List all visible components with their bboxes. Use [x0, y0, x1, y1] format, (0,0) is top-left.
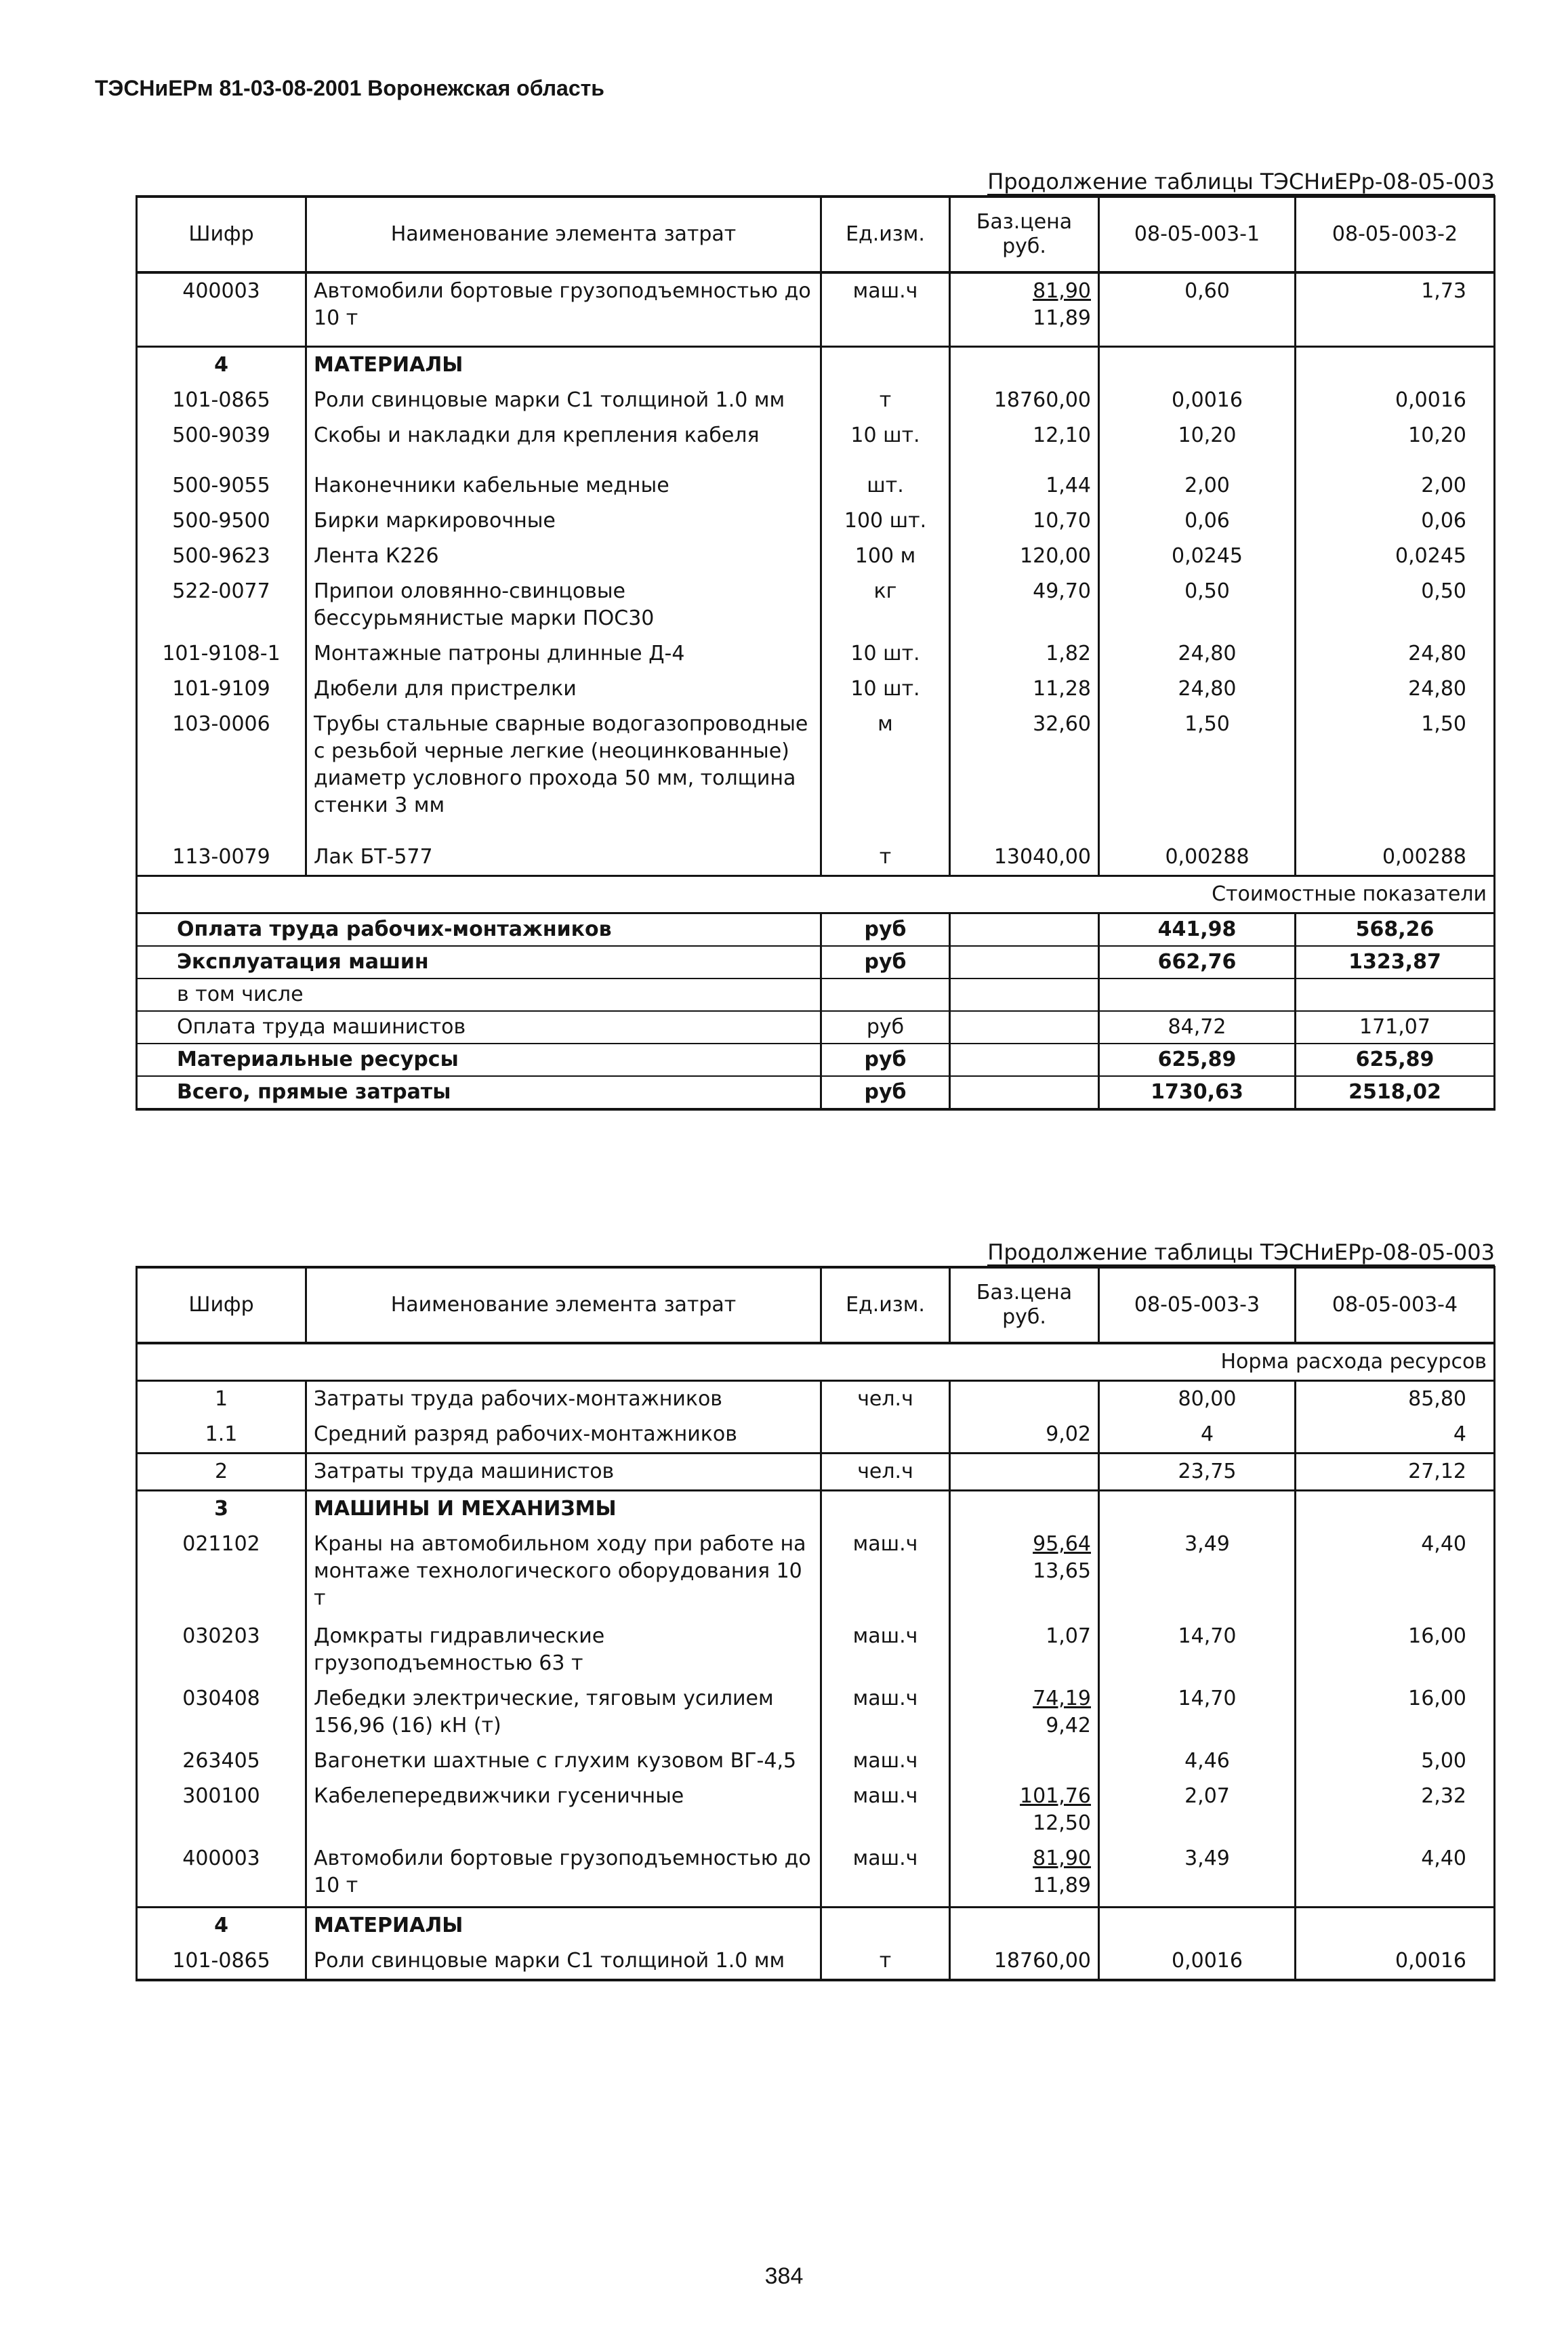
table-row [137, 383, 1495, 418]
row-code: 103-0006 [137, 707, 306, 840]
row-norm-a: 24,80 [1099, 636, 1296, 672]
row-code: 400003 [137, 272, 306, 347]
row-norm-b: 24,80 [1296, 672, 1495, 707]
base-price-value: 81,90 [1033, 279, 1091, 303]
base-price-value: 81,90 [1033, 1847, 1091, 1870]
base-price-value: 12,10 [1033, 424, 1091, 447]
row-name: Затраты труда рабочих-монтажников [306, 1381, 821, 1418]
row-norm-a [1099, 1491, 1296, 1527]
row-code: 1.1 [137, 1417, 306, 1454]
col-header-base-price: Баз.цена руб. [950, 197, 1099, 272]
row-name: Вагонетки шахтные с глухим кузовом ВГ-4,5 [306, 1744, 821, 1779]
table-row [137, 539, 1495, 574]
row-norm-a: 14,70 [1099, 1681, 1296, 1744]
row-code: 4 [137, 347, 306, 384]
row-norm-a: 2,00 [1099, 468, 1296, 503]
col-header-norm-a: 08-05-003-1 [1099, 197, 1296, 272]
row-unit: маш.ч [821, 1681, 950, 1744]
table-row [137, 1943, 1495, 1980]
summary-value-a [1099, 979, 1296, 1011]
table-row [137, 1744, 1495, 1779]
table-row [137, 574, 1495, 636]
row-name: МАТЕРИАЛЫ [306, 1908, 821, 1944]
base-price-value: 74,19 [1033, 1687, 1091, 1710]
row-code: 101-9108-1 [137, 636, 306, 672]
row-norm-b: 4,40 [1296, 1527, 1495, 1619]
summary-value-b: 2518,02 [1296, 1076, 1495, 1109]
summary-value-a: 662,76 [1099, 946, 1296, 979]
summary-unit: руб [821, 946, 950, 979]
summary-unit [821, 979, 950, 1011]
row-unit: маш.ч [821, 1744, 950, 1779]
summary-name: Материальные ресурсы [137, 1044, 821, 1076]
summary-empty [950, 1044, 1099, 1076]
section-row [137, 347, 1495, 384]
row-code: 101-9109 [137, 672, 306, 707]
summary-row [137, 1076, 1495, 1109]
row-norm-a: 4 [1099, 1417, 1296, 1454]
row-code: 500-9623 [137, 539, 306, 574]
row-name: Трубы стальные сварные водогазопроводные с резьбой черные легкие (неоцинкованные) диаметр условного прохода 50 мм, толщина стенки 3 мм [306, 707, 821, 840]
row-name: Роли свинцовые марки С1 толщиной 1.0 мм [306, 383, 821, 418]
row-unit: чел.ч [821, 1381, 950, 1418]
row-base-price [950, 468, 1099, 503]
table-row [137, 1417, 1495, 1454]
row-base-price [950, 347, 1099, 384]
row-code: 500-9055 [137, 468, 306, 503]
section-row [137, 1908, 1495, 1944]
row-base-price [950, 1619, 1099, 1681]
row-norm-a: 0,06 [1099, 503, 1296, 539]
row-norm-a: 4,46 [1099, 1744, 1296, 1779]
table-row [137, 1681, 1495, 1744]
col-header-norm-a: 08-05-003-3 [1099, 1267, 1296, 1343]
row-code: 3 [137, 1491, 306, 1527]
table-row [137, 1454, 1495, 1491]
row-base-price [950, 383, 1099, 418]
base-price-value: 32,60 [1033, 712, 1091, 736]
row-base-price [950, 539, 1099, 574]
row-base-price [950, 1491, 1099, 1527]
row-base-price [950, 1744, 1099, 1779]
row-unit: 10 шт. [821, 636, 950, 672]
summary-name: Всего, прямые затраты [137, 1076, 821, 1109]
row-norm-a: 0,0245 [1099, 539, 1296, 574]
row-base-price [950, 636, 1099, 672]
table1-cost-table [136, 195, 1495, 1111]
row-unit: т [821, 840, 950, 876]
summary-value-b: 625,89 [1296, 1044, 1495, 1076]
summary-value-b: 171,07 [1296, 1011, 1495, 1044]
summary-row [137, 946, 1495, 979]
row-norm-b [1296, 1908, 1495, 1944]
row-norm-b: 0,50 [1296, 574, 1495, 636]
document-title: ТЭСНиЕРм 81-03-08-2001 Воронежская область [95, 76, 604, 100]
row-norm-a: 14,70 [1099, 1619, 1296, 1681]
row-norm-a: 1,50 [1099, 707, 1296, 840]
row-norm-a: 0,00288 [1099, 840, 1296, 876]
base-price-value: 101,76 [1020, 1784, 1091, 1808]
table-row [137, 636, 1495, 672]
row-code: 263405 [137, 1744, 306, 1779]
row-norm-b [1296, 347, 1495, 384]
row-code: 113-0079 [137, 840, 306, 876]
base-price-value: 18760,00 [993, 1949, 1091, 1973]
table-row [137, 1619, 1495, 1681]
row-code: 522-0077 [137, 574, 306, 636]
row-name: Лак БТ-577 [306, 840, 821, 876]
row-name: Краны на автомобильном ходу при работе на монтаже технологического оборудования 10 т [306, 1527, 821, 1619]
col-header-unit: Ед.изм. [821, 197, 950, 272]
table-row [137, 1841, 1495, 1908]
summary-value-b: 568,26 [1296, 913, 1495, 947]
row-unit: т [821, 383, 950, 418]
row-norm-b: 2,00 [1296, 468, 1495, 503]
base-price-value: 9,02 [1046, 1422, 1091, 1446]
row-base-price [950, 1908, 1099, 1944]
row-norm-b: 0,00288 [1296, 840, 1495, 876]
row-name: Автомобили бортовые грузоподъемностью до 10 т [306, 272, 821, 347]
row-norm-b: 10,20 [1296, 418, 1495, 468]
row-unit: кг [821, 574, 950, 636]
row-norm-a [1099, 1908, 1296, 1944]
table-row [137, 1779, 1495, 1841]
row-unit: маш.ч [821, 1779, 950, 1841]
row-norm-a: 3,49 [1099, 1527, 1296, 1619]
row-name: Средний разряд рабочих-монтажников [306, 1417, 821, 1454]
summary-value-b [1296, 979, 1495, 1011]
cost-indicators-label: Стоимостные показатели [137, 876, 1495, 913]
summary-name: Оплата труда рабочих-монтажников [137, 913, 821, 947]
summary-row [137, 1011, 1495, 1044]
row-code: 1 [137, 1381, 306, 1418]
col-header-norm-b: 08-05-003-2 [1296, 197, 1495, 272]
row-code: 2 [137, 1454, 306, 1491]
col-header-base-price: Баз.цена руб. [950, 1267, 1099, 1343]
row-base-price [950, 840, 1099, 876]
row-name: Дюбели для пристрелки [306, 672, 821, 707]
summary-row [137, 1044, 1495, 1076]
col-header-unit: Ед.изм. [821, 1267, 950, 1343]
row-base-price [950, 1681, 1099, 1744]
row-unit: т [821, 1943, 950, 1980]
row-norm-b: 4 [1296, 1417, 1495, 1454]
row-base-price [950, 1943, 1099, 1980]
table2-band-row [137, 1343, 1495, 1381]
row-norm-a: 80,00 [1099, 1381, 1296, 1418]
row-norm-b: 0,0245 [1296, 539, 1495, 574]
base-price-wage-part: 12,50 [1033, 1811, 1091, 1835]
row-base-price [950, 503, 1099, 539]
summary-value-a: 1730,63 [1099, 1076, 1296, 1109]
base-price-value: 11,28 [1033, 677, 1091, 701]
row-unit: м [821, 707, 950, 840]
col-header-norm-b: 08-05-003-4 [1296, 1267, 1495, 1343]
table-row [137, 1527, 1495, 1619]
summary-value-a: 84,72 [1099, 1011, 1296, 1044]
base-price-wage-part: 11,89 [1033, 306, 1091, 330]
table2-continuation-caption: Продолжение таблицы ТЭСНиЕРр-08-05-003 [987, 1239, 1495, 1265]
row-code: 101-0865 [137, 383, 306, 418]
row-name: Кабелепередвижчики гусеничные [306, 1779, 821, 1841]
table1-continuation-caption: Продолжение таблицы ТЭСНиЕРр-08-05-003 [987, 169, 1495, 194]
summary-name: Эксплуатация машин [137, 946, 821, 979]
summary-name: в том числе [137, 979, 821, 1011]
row-code: 030203 [137, 1619, 306, 1681]
row-unit: маш.ч [821, 1527, 950, 1619]
row-unit [821, 1908, 950, 1944]
col-header-name: Наименование элемента затрат [306, 1267, 821, 1343]
row-name: МАШИНЫ И МЕХАНИЗМЫ [306, 1491, 821, 1527]
table-row [137, 468, 1495, 503]
row-norm-b: 85,80 [1296, 1381, 1495, 1418]
row-name: МАТЕРИАЛЫ [306, 347, 821, 384]
summary-value-a: 625,89 [1099, 1044, 1296, 1076]
row-norm-a: 2,07 [1099, 1779, 1296, 1841]
row-code: 101-0865 [137, 1943, 306, 1980]
row-code: 300100 [137, 1779, 306, 1841]
row-code: 500-9500 [137, 503, 306, 539]
summary-empty [950, 946, 1099, 979]
row-unit: шт. [821, 468, 950, 503]
table-row [137, 672, 1495, 707]
row-norm-a: 0,50 [1099, 574, 1296, 636]
row-norm-b: 1,73 [1296, 272, 1495, 347]
row-code: 030408 [137, 1681, 306, 1744]
row-name: Скобы и накладки для крепления кабеля [306, 418, 821, 468]
row-unit: 100 шт. [821, 503, 950, 539]
table-row [137, 272, 1495, 347]
row-norm-b: 0,0016 [1296, 1943, 1495, 1980]
row-norm-b: 2,32 [1296, 1779, 1495, 1841]
summary-unit: руб [821, 1076, 950, 1109]
summary-empty [950, 979, 1099, 1011]
base-price-value: 120,00 [1020, 544, 1091, 568]
summary-empty [950, 1076, 1099, 1109]
summary-unit: руб [821, 913, 950, 947]
row-unit: маш.ч [821, 272, 950, 347]
row-norm-a: 23,75 [1099, 1454, 1296, 1491]
base-price-value: 1,44 [1046, 474, 1091, 497]
table2-header-row [137, 1267, 1495, 1343]
row-code: 400003 [137, 1841, 306, 1908]
row-code: 4 [137, 1908, 306, 1944]
row-name: Роли свинцовые марки С1 толщиной 1.0 мм [306, 1943, 821, 1980]
row-norm-a: 0,0016 [1099, 383, 1296, 418]
summary-name: Оплата труда машинистов [137, 1011, 821, 1044]
row-norm-a: 0,0016 [1099, 1943, 1296, 1980]
row-norm-b: 27,12 [1296, 1454, 1495, 1491]
row-norm-a [1099, 347, 1296, 384]
base-price-value: 1,07 [1046, 1624, 1091, 1648]
base-price-wage-part: 13,65 [1033, 1559, 1091, 1583]
summary-row [137, 913, 1495, 947]
table-row [137, 503, 1495, 539]
row-base-price [950, 272, 1099, 347]
row-name: Автомобили бортовые грузоподъемностью до 10 т [306, 1841, 821, 1908]
table-row [137, 707, 1495, 840]
row-unit: маш.ч [821, 1619, 950, 1681]
col-header-code: Шифр [137, 197, 306, 272]
summary-value-b: 1323,87 [1296, 946, 1495, 979]
summary-unit: руб [821, 1044, 950, 1076]
table-row [137, 418, 1495, 468]
summary-empty [950, 913, 1099, 947]
row-base-price [950, 1779, 1099, 1841]
row-unit [821, 347, 950, 384]
table1-band-row [137, 876, 1495, 913]
summary-value-a: 441,98 [1099, 913, 1296, 947]
row-name: Наконечники кабельные медные [306, 468, 821, 503]
row-name: Монтажные патроны длинные Д-4 [306, 636, 821, 672]
base-price-wage-part: 11,89 [1033, 1874, 1091, 1897]
row-norm-b [1296, 1491, 1495, 1527]
row-norm-b: 16,00 [1296, 1619, 1495, 1681]
row-unit: 100 м [821, 539, 950, 574]
summary-unit: руб [821, 1011, 950, 1044]
row-name: Затраты труда машинистов [306, 1454, 821, 1491]
base-price-value: 1,82 [1046, 642, 1091, 665]
col-header-code: Шифр [137, 1267, 306, 1343]
row-name: Домкраты гидравлические грузоподъемностью 63 т [306, 1619, 821, 1681]
row-unit [821, 1417, 950, 1454]
row-norm-a: 10,20 [1099, 418, 1296, 468]
row-unit: чел.ч [821, 1454, 950, 1491]
section-row [137, 1491, 1495, 1527]
base-price-value: 49,70 [1033, 579, 1091, 603]
table-row [137, 840, 1495, 876]
base-price-value: 18760,00 [993, 388, 1091, 412]
col-header-name: Наименование элемента затрат [306, 197, 821, 272]
row-base-price [950, 418, 1099, 468]
row-base-price [950, 1381, 1099, 1418]
row-name: Лента К226 [306, 539, 821, 574]
row-norm-b: 0,06 [1296, 503, 1495, 539]
row-name: Лебедки электрические, тяговым усилием 156,96 (16) кН (т) [306, 1681, 821, 1744]
row-name: Припои оловянно-свинцовые бессурьмянистые марки ПОС30 [306, 574, 821, 636]
page-number: 384 [764, 2263, 804, 2289]
base-price-wage-part: 9,42 [1046, 1714, 1091, 1737]
base-price-value: 13040,00 [993, 845, 1091, 869]
row-norm-a: 3,49 [1099, 1841, 1296, 1908]
summary-row [137, 979, 1495, 1011]
row-norm-b: 24,80 [1296, 636, 1495, 672]
base-price-value: 95,64 [1033, 1532, 1091, 1556]
row-norm-b: 0,0016 [1296, 383, 1495, 418]
row-norm-a: 0,60 [1099, 272, 1296, 347]
summary-empty [950, 1011, 1099, 1044]
row-base-price [950, 1841, 1099, 1908]
row-norm-a: 24,80 [1099, 672, 1296, 707]
row-base-price [950, 1454, 1099, 1491]
row-base-price [950, 1417, 1099, 1454]
table1-header-row [137, 197, 1495, 272]
row-name: Бирки маркировочные [306, 503, 821, 539]
row-base-price [950, 672, 1099, 707]
table-row [137, 1381, 1495, 1418]
row-unit: 10 шт. [821, 418, 950, 468]
row-code: 021102 [137, 1527, 306, 1619]
row-norm-b: 1,50 [1296, 707, 1495, 840]
row-base-price [950, 574, 1099, 636]
row-norm-b: 4,40 [1296, 1841, 1495, 1908]
row-code: 500-9039 [137, 418, 306, 468]
row-norm-b: 16,00 [1296, 1681, 1495, 1744]
table2-cost-table [136, 1266, 1495, 1981]
row-unit: маш.ч [821, 1841, 950, 1908]
row-norm-b: 5,00 [1296, 1744, 1495, 1779]
resource-norm-label: Норма расхода ресурсов [137, 1343, 1495, 1381]
row-unit: 10 шт. [821, 672, 950, 707]
row-base-price [950, 707, 1099, 840]
row-base-price [950, 1527, 1099, 1619]
row-unit [821, 1491, 950, 1527]
base-price-value: 10,70 [1033, 509, 1091, 533]
